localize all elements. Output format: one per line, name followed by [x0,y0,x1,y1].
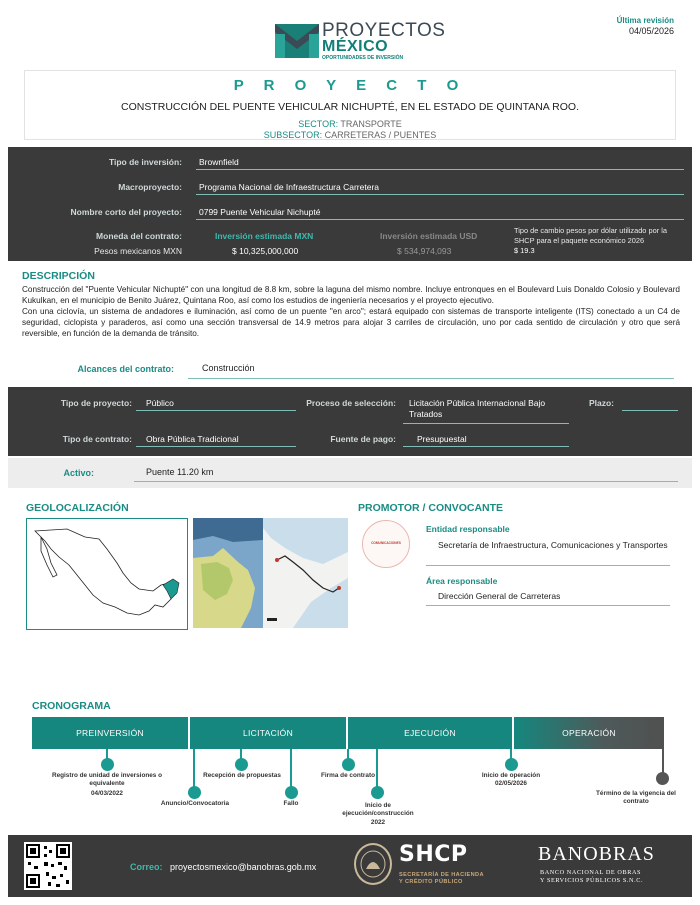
macroproyecto-field [196,177,684,195]
proceso-seleccion-field [403,393,569,424]
contract-panel [8,387,692,456]
correo-label: Correo: [130,862,163,872]
footer [8,835,692,897]
milestone-inicio-operacion-label: Inicio de operación [481,772,541,779]
fuente-pago-label: Fuente de pago: [330,434,396,444]
tipo-contrato-field [136,429,296,447]
mexico-map [26,518,188,630]
plazo-label: Plazo: [588,398,614,408]
sict-logo-icon [362,520,410,568]
plazo-field [622,393,678,411]
tipo-proyecto-label: Tipo de proyecto: [60,398,132,408]
inversion-mxn-label: Inversión estimada MXN [215,231,314,241]
subsector-line [25,130,675,140]
sector-value: TRANSPORTE [340,119,402,129]
milestone-fallo-label: Fallo [283,800,299,807]
proyectos-mexico-logo-icon [275,24,319,58]
shcp-logo: SHCP [399,842,468,867]
inversion-mxn-value: $ 10,325,000,000 [232,246,299,256]
tipo-contrato-value: Obra Pública Tradicional [146,434,239,444]
subsector-label: SUBSECTOR: [263,130,323,140]
milestone-recepcion-dot [235,758,248,771]
milestone-registro-date: 04/03/2022 [91,790,123,797]
connector-inicio-ejecucion [376,749,378,787]
milestone-inicio-operacion-dot [505,758,518,771]
moneda-label: Moneda del contrato: [96,231,182,241]
activo-label: Activo: [63,468,94,478]
phase-ejecucion: EJECUCIÓN [348,717,512,749]
inversion-usd-value: $ 534,974,093 [397,246,452,256]
inversion-usd-label: Inversión estimada USD [380,231,478,241]
area-label: Área responsable [426,576,498,586]
tipo-proyecto-value: Público [146,398,174,408]
sector-label: SECTOR: [298,119,339,129]
macroproyecto-value: Programa Nacional de Infraestructura Carretera [199,182,379,192]
milestone-registro-label: Registro de unidad de inversiones o equivalente [51,772,163,787]
connector-fallo [290,749,292,787]
tipo-inversion-label: Tipo de inversión: [108,157,182,167]
milestone-anuncio-dot [188,786,201,799]
shcp-subtitle-1: SECRETARÍA DE HACIENDA [399,872,484,878]
brand-name-line1: PROYECTOS [322,20,446,41]
correo-email-link[interactable]: proyectosmexico@banobras.gob.mx [170,862,317,872]
milestone-fallo-dot [285,786,298,799]
sict-logo-text: COMUNICACIONES [371,541,401,545]
milestone-termino-dot [656,772,669,785]
descripcion-heading: DESCRIPCIÓN [22,270,95,282]
milestone-inicio-operacion-date: 02/05/2026 [495,780,527,787]
tipo-inversion-field [196,152,684,170]
tipo-cambio-label: Tipo de cambio pesos por dólar utilizado por la SHCP para el paquete económico 2026 [514,226,667,245]
nombre-corto-label: Nombre corto del proyecto: [70,207,182,217]
phase-licitacion: LICITACIÓN [190,717,346,749]
connector-termino [662,749,664,773]
milestone-inicio-ejecucion-dot [371,786,384,799]
project-summary-panel [8,147,692,261]
tipo-cambio-value: $ 19.3 [514,246,535,255]
area-value: Dirección General de Carreteras [426,590,670,606]
banobras-subtitle-2: Y SERVICIOS PÚBLICOS S.N.C. [540,877,644,884]
proceso-seleccion-value: Licitación Pública Internacional Bajo Tratados [409,398,546,419]
milestone-inicio-ejecucion-label: Inicio de ejecución/construcción [342,802,414,817]
proceso-seleccion-label: Proceso de selección: [306,398,396,408]
cronograma-heading: CRONOGRAMA [32,700,111,712]
macroproyecto-label: Macroproyecto: [118,182,182,192]
nombre-corto-field [196,202,684,220]
activo-value: Puente 11.20 km [134,464,678,482]
connector-anuncio [193,749,195,787]
banobras-logo: BANOBRAS [538,843,655,865]
project-title-box [24,70,676,140]
tipo-proyecto-field [136,393,296,411]
banobras-subtitle-1: BANCO NACIONAL DE OBRAS [540,869,642,876]
brand-name-line2: MÉXICO [322,38,389,55]
milestone-termino-label: Término de la vigencia del contrato [596,790,676,805]
description-text [22,284,680,339]
moneda-value: Pesos mexicanos MXN [94,246,182,256]
geolocalizacion-heading: GEOLOCALIZACIÓN [26,502,129,514]
alcances-label: Alcances del contrato: [77,364,174,374]
project-title: CONSTRUCCIÓN DEL PUENTE VEHICULAR NICHUPTÉ, EN EL ESTADO DE QUINTANA ROO. [121,101,579,113]
milestone-recepcion-label: Recepción de propuestas [203,772,281,779]
revision-label: Última revisión [616,16,674,25]
qr-code-icon[interactable] [24,842,72,890]
entidad-label: Entidad responsable [426,524,510,534]
alcances-value: Construcción [188,361,674,379]
proyecto-heading: P R O Y E C T O [233,77,467,94]
entidad-value: Secretaría de Infraestructura, Comunicaciones y Transportes [426,538,670,566]
fuente-pago-field [403,429,569,447]
phase-operacion: OPERACIÓN [514,717,664,749]
tipo-contrato-label: Tipo de contrato: [62,434,132,444]
fuente-pago-value: Presupuestal [417,434,467,444]
nombre-corto-value: 0799 Puente Vehicular Nichupté [199,207,321,217]
milestone-firma-label: Firma de contrato [321,772,375,779]
tipo-inversion-value: Brownfield [199,157,239,167]
milestone-firma-dot [342,758,355,771]
description-paragraph-2: Con una ciclovía, un sistema de andadores e iluminación, así como de un puente "en arco"; estará equipado con sistemas de transporte inteligente (ITS) conectado a un C4 de seguridad, ciclopista y paraderos, así como una sección transversal de 14.9 metros para alojar 3 carriles de circulación, uno por cada sentido de circulación y otro que será reversible, en función de la demanda de tránsito. [22,307,680,338]
sector-line [25,119,675,129]
description-paragraph-1: Construcción del "Puente Vehicular Nichupté" con una longitud de 8.8 km, sobre la laguna del mismo nombre. Incluye entronques en el Boulevard Luis Donaldo Colosio y Boulevard Kukulkan, en el municipio de Benito Juárez, Quintana Roo, así como los estudios de ingeniería necesarios y el proyecto ejecutivo. [22,285,680,305]
satellite-map [193,518,348,628]
milestone-inicio-ejecucion-date: 2022 [370,819,386,826]
revision-date: 04/05/2026 [628,26,674,36]
milestone-registro-dot [101,758,114,771]
phase-preinversion: PREINVERSIÓN [32,717,188,749]
shcp-subtitle-2: Y CRÉDITO PÚBLICO [399,879,463,885]
mexico-seal-icon [354,843,392,885]
milestone-anuncio-label: Anuncio/Convocatoria [160,800,230,807]
subsector-value: CARRETERAS / PUENTES [324,130,437,140]
brand-tagline: OPORTUNIDADES DE INVERSIÓN [322,55,404,61]
promotor-heading: PROMOTOR / CONVOCANTE [358,502,504,514]
